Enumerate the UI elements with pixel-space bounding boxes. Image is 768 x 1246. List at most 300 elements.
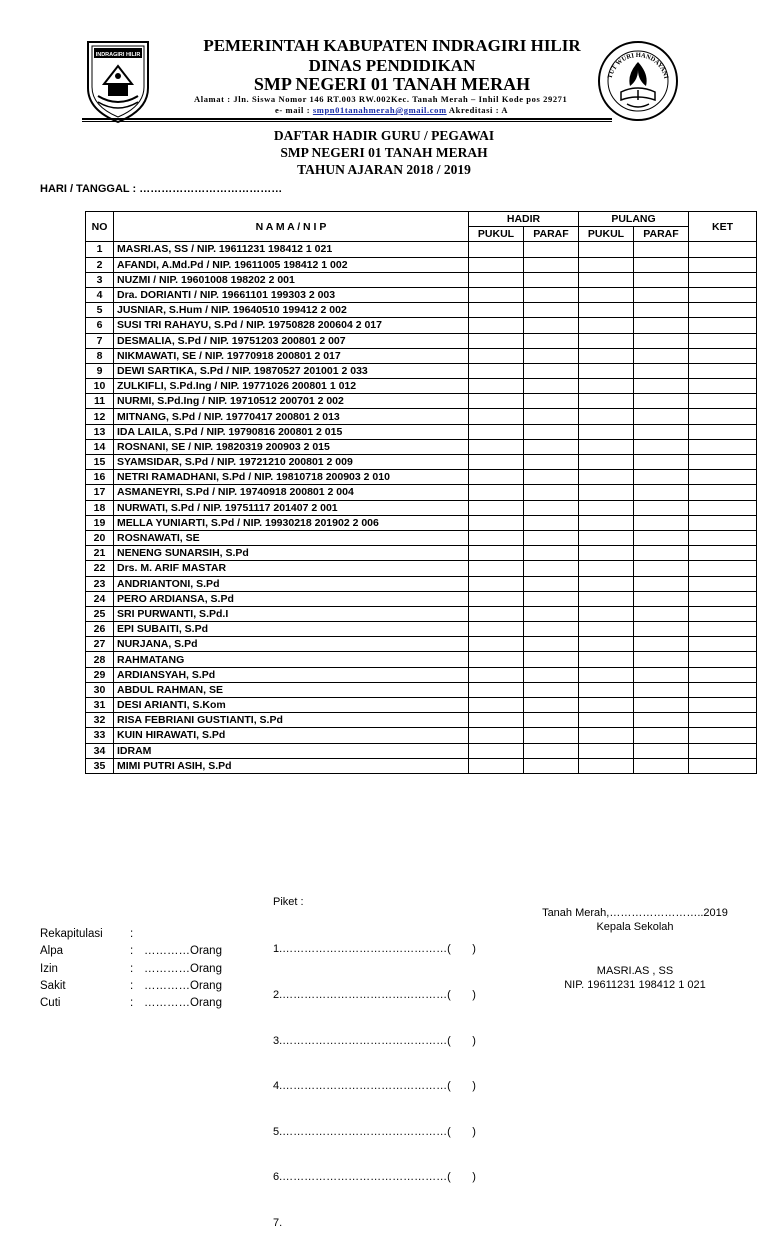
header-hadir: HADIR: [469, 212, 579, 227]
hadir-paraf-cell: [524, 500, 579, 515]
pulang-pukul-cell: [579, 439, 634, 454]
pulang-paraf-cell: [634, 606, 689, 621]
hadir-paraf-cell: [524, 743, 579, 758]
row-name-nip: DESMALIA, S.Pd / NIP. 19751203 200801 2 007: [114, 333, 469, 348]
pulang-pukul-cell: [579, 470, 634, 485]
header-ket: KET: [689, 212, 757, 242]
hadir-pukul-cell: [469, 530, 524, 545]
ket-cell: [689, 455, 757, 470]
pulang-paraf-cell: [634, 318, 689, 333]
hadir-pukul-cell: [469, 272, 524, 287]
hadir-pukul-cell: [469, 333, 524, 348]
row-name-nip: ARDIANSYAH, S.Pd: [114, 667, 469, 682]
ket-cell: [689, 743, 757, 758]
table-row: [86, 515, 757, 530]
doc-title-line1: DAFTAR HADIR GURU / PEGAWAI: [273, 128, 495, 143]
pulang-paraf-cell: [634, 455, 689, 470]
row-number: 8: [86, 348, 114, 363]
row-number: 16: [86, 470, 114, 485]
pulang-pukul-cell: [579, 758, 634, 773]
header-pulang-paraf: PARAF: [634, 227, 689, 242]
rekap-colon: :: [130, 945, 134, 958]
header-hadir-pukul: PUKUL: [469, 227, 524, 242]
signature-name: MASRI.AS , SS: [596, 965, 674, 977]
row-number: 22: [86, 561, 114, 576]
ket-cell: [689, 591, 757, 606]
table-row: [86, 379, 757, 394]
pulang-paraf-cell: [634, 530, 689, 545]
pulang-paraf-cell: [634, 287, 689, 302]
row-number: 13: [86, 424, 114, 439]
pulang-pukul-cell: [579, 515, 634, 530]
pulang-pukul-cell: [579, 530, 634, 545]
row-number: 35: [86, 758, 114, 773]
hadir-paraf-cell: [524, 333, 579, 348]
pulang-pukul-cell: [579, 698, 634, 713]
pulang-pukul-cell: [579, 682, 634, 697]
ket-cell: [689, 363, 757, 378]
pulang-pukul-cell: [579, 637, 634, 652]
row-name-nip: ZULKIFLI, S.Pd.Ing / NIP. 19771026 200801 1 012: [114, 379, 469, 394]
table-row: [86, 758, 757, 773]
hadir-paraf-cell: [524, 318, 579, 333]
row-name-nip: DEWI SARTIKA, S.Pd / NIP. 19870527 201001 2 033: [114, 363, 469, 378]
doc-title-line2: SMP NEGERI 01 TANAH MERAH: [280, 145, 488, 160]
table-row: [86, 363, 757, 378]
hadir-pukul-cell: [469, 257, 524, 272]
row-name-nip: ROSNAWATI, SE: [114, 530, 469, 545]
table-row: [86, 409, 757, 424]
hadir-pukul-cell: [469, 409, 524, 424]
pulang-pukul-cell: [579, 272, 634, 287]
piket-item: 6.………………………………………( ): [273, 1171, 476, 1184]
hadir-pukul-cell: [469, 652, 524, 667]
piket-title: Piket :: [273, 896, 304, 908]
table-row: [86, 333, 757, 348]
ket-cell: [689, 515, 757, 530]
signature-place-date: Tanah Merah,……………………..2019: [542, 907, 728, 919]
accreditation: Akreditasi : A: [446, 105, 509, 115]
row-number: 2: [86, 257, 114, 272]
hadir-pukul-cell: [469, 439, 524, 454]
ket-cell: [689, 758, 757, 773]
pulang-paraf-cell: [634, 561, 689, 576]
hadir-pukul-cell: [469, 743, 524, 758]
row-number: 17: [86, 485, 114, 500]
row-number: 15: [86, 455, 114, 470]
hadir-pukul-cell: [469, 500, 524, 515]
header-hadir-paraf: PARAF: [524, 227, 579, 242]
rekap-colon: :: [130, 979, 134, 992]
pulang-paraf-cell: [634, 272, 689, 287]
ket-cell: [689, 394, 757, 409]
row-name-nip: NIKMAWATI, SE / NIP. 19770918 200801 2 017: [114, 348, 469, 363]
pulang-pukul-cell: [579, 500, 634, 515]
school-name: SMP NEGERI 01 TANAH MERAH: [253, 74, 531, 94]
row-number: 1: [86, 242, 114, 257]
pulang-pukul-cell: [579, 333, 634, 348]
table-row: [86, 743, 757, 758]
hadir-paraf-cell: [524, 485, 579, 500]
signature-position: Kepala Sekolah: [596, 921, 674, 933]
pulang-paraf-cell: [634, 470, 689, 485]
rekap-colon: :: [130, 997, 134, 1010]
hadir-paraf-cell: [524, 698, 579, 713]
pulang-paraf-cell: [634, 348, 689, 363]
logo-left-text: INDRAGIRI HILIR: [95, 52, 141, 58]
table-row: [86, 348, 757, 363]
department-name: DINAS PENDIDIKAN: [308, 56, 476, 75]
hadir-pukul-cell: [469, 303, 524, 318]
pulang-paraf-cell: [634, 363, 689, 378]
row-name-nip: NETRI RAMADHANI, S.Pd / NIP. 19810718 200903 2 010: [114, 470, 469, 485]
pulang-paraf-cell: [634, 713, 689, 728]
hadir-paraf-cell: [524, 728, 579, 743]
rekap-value-sakit: …………Orang: [144, 979, 222, 992]
table-row: [86, 303, 757, 318]
table-row: [86, 470, 757, 485]
row-number: 3: [86, 272, 114, 287]
pulang-paraf-cell: [634, 591, 689, 606]
hadir-pukul-cell: [469, 455, 524, 470]
table-row: [86, 394, 757, 409]
doc-title-line3: TAHUN AJARAN 2018 / 2019: [297, 162, 471, 177]
pulang-paraf-cell: [634, 500, 689, 515]
row-number: 32: [86, 713, 114, 728]
pulang-paraf-cell: [634, 682, 689, 697]
tut-wuri-handayani-logo: [597, 40, 679, 122]
table-row: [86, 667, 757, 682]
pulang-paraf-cell: [634, 515, 689, 530]
row-name-nip: PERO ARDIANSA, S.Pd: [114, 591, 469, 606]
ket-cell: [689, 470, 757, 485]
row-name-nip: NURMI, S.Pd.Ing / NIP. 19710512 200701 2 002: [114, 394, 469, 409]
hadir-paraf-cell: [524, 546, 579, 561]
row-number: 26: [86, 622, 114, 637]
hadir-pukul-cell: [469, 622, 524, 637]
table-row: [86, 576, 757, 591]
row-name-nip: ROSNANI, SE / NIP. 19820319 200903 2 015: [114, 439, 469, 454]
ket-cell: [689, 576, 757, 591]
pulang-paraf-cell: [634, 242, 689, 257]
hadir-paraf-cell: [524, 713, 579, 728]
hadir-paraf-cell: [524, 561, 579, 576]
table-row: [86, 439, 757, 454]
header-pulang: PULANG: [579, 212, 689, 227]
ket-cell: [689, 303, 757, 318]
piket-item: 2.………………………………………( ): [273, 989, 476, 1002]
pulang-paraf-cell: [634, 758, 689, 773]
row-number: 27: [86, 637, 114, 652]
hadir-pukul-cell: [469, 348, 524, 363]
ket-cell: [689, 409, 757, 424]
ket-cell: [689, 667, 757, 682]
row-name-nip: MELLA YUNIARTI, S.Pd / NIP. 19930218 201902 2 006: [114, 515, 469, 530]
letterhead-rule-thin: [82, 121, 612, 122]
pulang-paraf-cell: [634, 333, 689, 348]
hadir-pukul-cell: [469, 758, 524, 773]
hadir-pukul-cell: [469, 576, 524, 591]
table-row: [86, 530, 757, 545]
hadir-paraf-cell: [524, 530, 579, 545]
hadir-paraf-cell: [524, 303, 579, 318]
school-address: Alamat : Jln. Siswa Nomor 146 RT.003 RW.002Kec. Tanah Merah – Inhil Kode pos 29271: [194, 94, 568, 104]
row-name-nip: NUZMI / NIP. 19601008 198202 2 001: [114, 272, 469, 287]
pulang-paraf-cell: [634, 409, 689, 424]
hadir-paraf-cell: [524, 455, 579, 470]
pulang-pukul-cell: [579, 363, 634, 378]
pulang-pukul-cell: [579, 546, 634, 561]
rekap-value-cuti: …………Orang: [144, 997, 222, 1010]
ket-cell: [689, 530, 757, 545]
logo-right-text: TUT WURI HANDAYANI: [606, 51, 670, 80]
pulang-pukul-cell: [579, 409, 634, 424]
row-name-nip: SUSI TRI RAHAYU, S.Pd / NIP. 19750828 200604 2 017: [114, 318, 469, 333]
row-number: 31: [86, 698, 114, 713]
ket-cell: [689, 622, 757, 637]
table-row: [86, 591, 757, 606]
pulang-pukul-cell: [579, 667, 634, 682]
ket-cell: [689, 272, 757, 287]
pulang-paraf-cell: [634, 652, 689, 667]
ket-cell: [689, 439, 757, 454]
row-number: 33: [86, 728, 114, 743]
pulang-paraf-cell: [634, 637, 689, 652]
row-number: 20: [86, 530, 114, 545]
hadir-pukul-cell: [469, 515, 524, 530]
hadir-paraf-cell: [524, 591, 579, 606]
ket-cell: [689, 424, 757, 439]
pulang-pukul-cell: [579, 743, 634, 758]
table-row: [86, 713, 757, 728]
pulang-pukul-cell: [579, 318, 634, 333]
hadir-pukul-cell: [469, 682, 524, 697]
ket-cell: [689, 379, 757, 394]
hadir-paraf-cell: [524, 363, 579, 378]
hadir-paraf-cell: [524, 758, 579, 773]
ket-cell: [689, 333, 757, 348]
table-row: [86, 287, 757, 302]
row-name-nip: IDA LAILA, S.Pd / NIP. 19790816 200801 2 015: [114, 424, 469, 439]
ket-cell: [689, 728, 757, 743]
piket-item: 7.: [273, 1217, 283, 1230]
hadir-paraf-cell: [524, 424, 579, 439]
table-row: [86, 682, 757, 697]
pulang-pukul-cell: [579, 728, 634, 743]
row-number: 34: [86, 743, 114, 758]
row-name-nip: AFANDI, A.Md.Pd / NIP. 19611005 198412 1 002: [114, 257, 469, 272]
table-row: [86, 485, 757, 500]
pulang-paraf-cell: [634, 622, 689, 637]
row-number: 21: [86, 546, 114, 561]
ket-cell: [689, 546, 757, 561]
row-name-nip: JUSNIAR, S.Hum / NIP. 19640510 199412 2 002: [114, 303, 469, 318]
row-name-nip: EPI SUBAITI, S.Pd: [114, 622, 469, 637]
header-no: NO: [86, 212, 114, 242]
hadir-pukul-cell: [469, 606, 524, 621]
row-number: 9: [86, 363, 114, 378]
pulang-paraf-cell: [634, 546, 689, 561]
hadir-pukul-cell: [469, 713, 524, 728]
row-name-nip: MASRI.AS, SS / NIP. 19611231 198412 1 021: [114, 242, 469, 257]
pulang-pukul-cell: [579, 622, 634, 637]
rekap-label-alpa: Alpa: [40, 945, 64, 958]
ket-cell: [689, 713, 757, 728]
hadir-pukul-cell: [469, 591, 524, 606]
row-name-nip: MIMI PUTRI ASIH, S.Pd: [114, 758, 469, 773]
signature-nip: NIP. 19611231 198412 1 021: [564, 979, 706, 991]
attendance-table: [85, 211, 757, 774]
row-number: 14: [86, 439, 114, 454]
table-row: [86, 500, 757, 515]
row-name-nip: KUIN HIRAWATI, S.Pd: [114, 728, 469, 743]
row-name-nip: ASMANEYRI, S.Pd / NIP. 19740918 200801 2 004: [114, 485, 469, 500]
pulang-paraf-cell: [634, 424, 689, 439]
table-row: [86, 698, 757, 713]
ket-cell: [689, 606, 757, 621]
hadir-pukul-cell: [469, 667, 524, 682]
table-row: [86, 606, 757, 621]
row-name-nip: NURJANA, S.Pd: [114, 637, 469, 652]
ket-cell: [689, 348, 757, 363]
table-row: [86, 424, 757, 439]
govt-name: PEMERINTAH KABUPATEN INDRAGIRI HILIR: [203, 36, 581, 55]
pulang-paraf-cell: [634, 743, 689, 758]
letterhead-rule-thick: [82, 118, 612, 120]
row-number: 4: [86, 287, 114, 302]
hadir-paraf-cell: [524, 682, 579, 697]
pulang-pukul-cell: [579, 242, 634, 257]
rekap-colon: :: [130, 962, 134, 975]
hadir-paraf-cell: [524, 652, 579, 667]
hadir-paraf-cell: [524, 470, 579, 485]
pulang-pukul-cell: [579, 287, 634, 302]
table-row: [86, 546, 757, 561]
hadir-paraf-cell: [524, 439, 579, 454]
hadir-pukul-cell: [469, 485, 524, 500]
email-link[interactable]: smpn01tanahmerah@gmail.com: [312, 105, 447, 115]
row-name-nip: ANDRIANTONI, S.Pd: [114, 576, 469, 591]
table-row: [86, 272, 757, 287]
hadir-paraf-cell: [524, 257, 579, 272]
row-number: 5: [86, 303, 114, 318]
row-number: 23: [86, 576, 114, 591]
hadir-paraf-cell: [524, 576, 579, 591]
pulang-paraf-cell: [634, 439, 689, 454]
pulang-paraf-cell: [634, 485, 689, 500]
hadir-paraf-cell: [524, 409, 579, 424]
hadir-paraf-cell: [524, 287, 579, 302]
pulang-pukul-cell: [579, 606, 634, 621]
pulang-pukul-cell: [579, 303, 634, 318]
hadir-pukul-cell: [469, 242, 524, 257]
rekap-label-cuti: Cuti: [40, 997, 61, 1010]
pulang-pukul-cell: [579, 455, 634, 470]
hadir-pukul-cell: [469, 698, 524, 713]
hadir-paraf-cell: [524, 379, 579, 394]
table-row: [86, 318, 757, 333]
row-number: 18: [86, 500, 114, 515]
pulang-pukul-cell: [579, 576, 634, 591]
row-name-nip: SRI PURWANTI, S.Pd.I: [114, 606, 469, 621]
row-number: 28: [86, 652, 114, 667]
pulang-paraf-cell: [634, 257, 689, 272]
hadir-pukul-cell: [469, 637, 524, 652]
hadir-paraf-cell: [524, 272, 579, 287]
pulang-pukul-cell: [579, 394, 634, 409]
table-row: [86, 561, 757, 576]
ket-cell: [689, 637, 757, 652]
email-label: e- mail :: [275, 105, 313, 115]
pulang-paraf-cell: [634, 667, 689, 682]
pulang-paraf-cell: [634, 576, 689, 591]
row-name-nip: Dra. DORIANTI / NIP. 19661101 199303 2 003: [114, 287, 469, 302]
hadir-paraf-cell: [524, 394, 579, 409]
hadir-paraf-cell: [524, 622, 579, 637]
hadir-pukul-cell: [469, 546, 524, 561]
pulang-pukul-cell: [579, 348, 634, 363]
rekap-colon: :: [130, 928, 134, 940]
pulang-paraf-cell: [634, 394, 689, 409]
header-pulang-pukul: PUKUL: [579, 227, 634, 242]
pulang-paraf-cell: [634, 698, 689, 713]
hadir-pukul-cell: [469, 470, 524, 485]
table-row: [86, 455, 757, 470]
header-nama-nip: N A M A / N I P: [114, 212, 469, 242]
ket-cell: [689, 561, 757, 576]
rekap-title: Rekapitulasi: [40, 928, 103, 940]
row-number: 11: [86, 394, 114, 409]
hadir-paraf-cell: [524, 515, 579, 530]
table-row: [86, 622, 757, 637]
hadir-pukul-cell: [469, 561, 524, 576]
row-number: 19: [86, 515, 114, 530]
email-line: [275, 105, 508, 115]
piket-item: 3.………………………………………( ): [273, 1034, 476, 1047]
ket-cell: [689, 500, 757, 515]
hadir-paraf-cell: [524, 242, 579, 257]
row-name-nip: IDRAM: [114, 743, 469, 758]
piket-item: 5.………………………………………( ): [273, 1125, 476, 1138]
pulang-pukul-cell: [579, 652, 634, 667]
row-name-nip: ABDUL RAHMAN, SE: [114, 682, 469, 697]
hadir-pukul-cell: [469, 363, 524, 378]
pulang-paraf-cell: [634, 303, 689, 318]
rekap-value-izin: …………Orang: [144, 962, 222, 975]
hadir-pukul-cell: [469, 424, 524, 439]
row-name-nip: RAHMATANG: [114, 652, 469, 667]
ket-cell: [689, 698, 757, 713]
hari-tanggal-field: HARI / TANGGAL : …………………………………: [40, 183, 283, 195]
table-row: [86, 728, 757, 743]
rekap-value-alpa: …………Orang: [144, 945, 222, 958]
row-number: 30: [86, 682, 114, 697]
row-name-nip: DESI ARIANTI, S.Kom: [114, 698, 469, 713]
ket-cell: [689, 652, 757, 667]
row-name-nip: Drs. M. ARIF MASTAR: [114, 561, 469, 576]
row-name-nip: MITNANG, S.Pd / NIP. 19770417 200801 2 013: [114, 409, 469, 424]
row-number: 29: [86, 667, 114, 682]
piket-item: 1.………………………………………( ): [273, 943, 476, 956]
table-row: [86, 257, 757, 272]
row-number: 12: [86, 409, 114, 424]
row-name-nip: NURWATI, S.Pd / NIP. 19751117 201407 2 001: [114, 500, 469, 515]
hadir-paraf-cell: [524, 606, 579, 621]
pulang-pukul-cell: [579, 424, 634, 439]
table-row: [86, 637, 757, 652]
ket-cell: [689, 318, 757, 333]
hadir-pukul-cell: [469, 318, 524, 333]
